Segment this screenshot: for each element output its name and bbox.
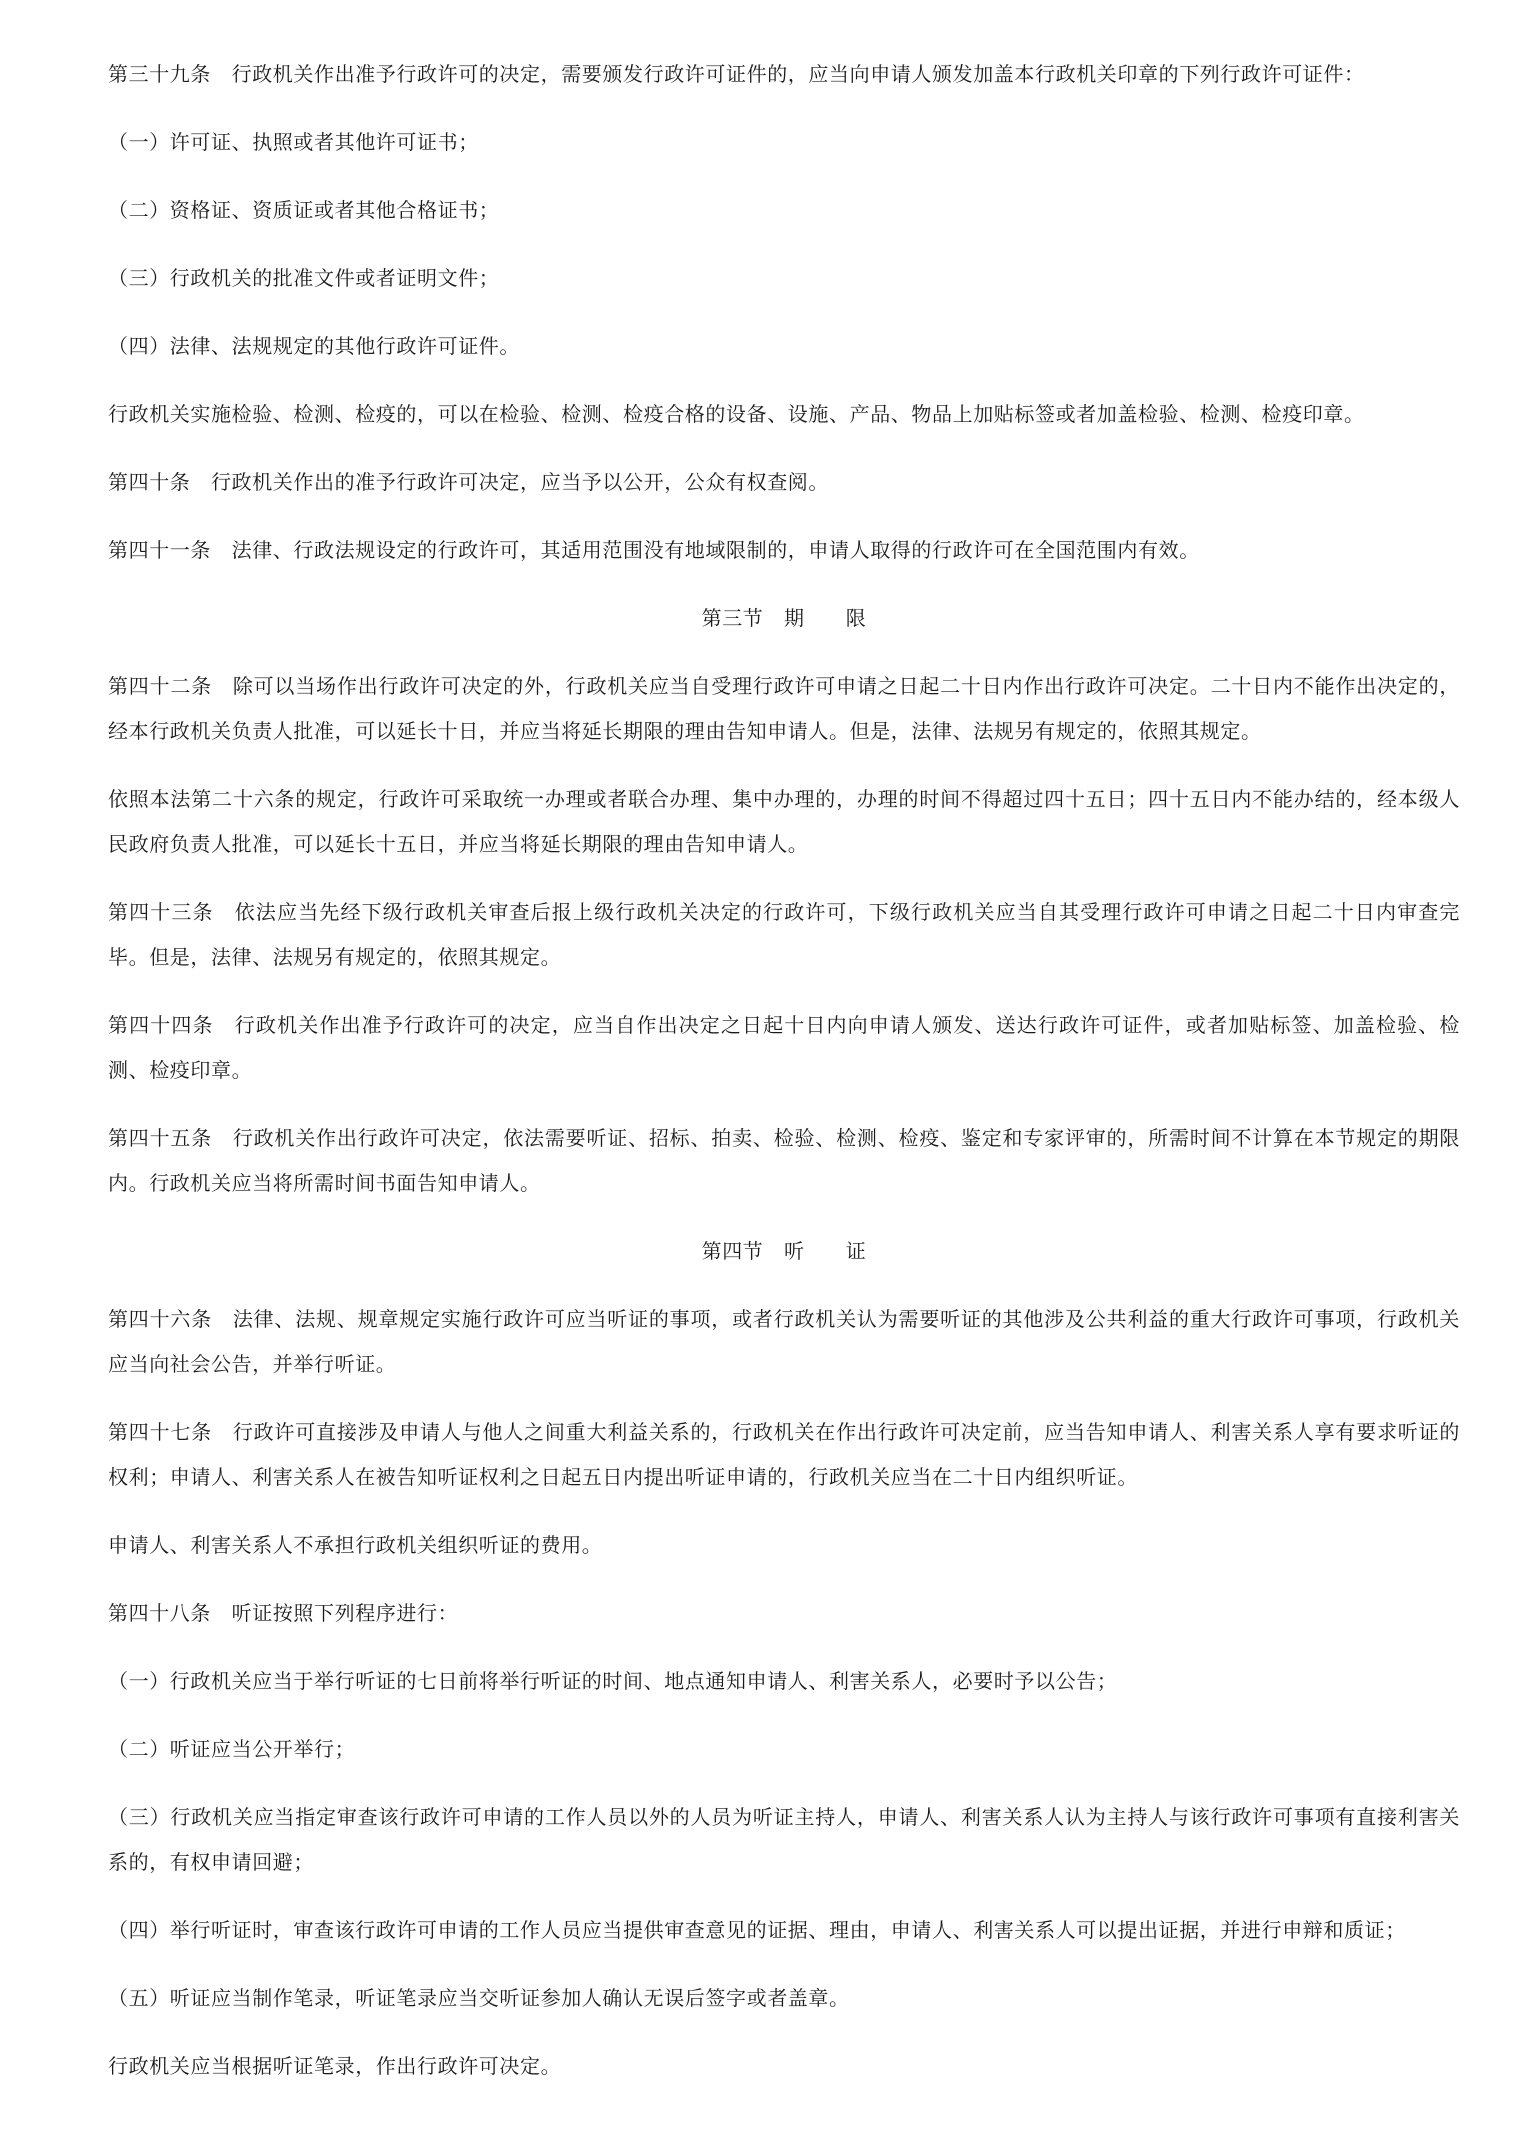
article-45: 第四十五条 行政机关作出行政许可决定，依法需要听证、招标、拍卖、检验、检测、检疫、鉴定和专家评审的，所需时间不计算在本节规定的期限内。行政机关应当将所需时间书面告知申请人。 [108,1126,1460,1195]
inspection-paragraph: 行政机关实施检验、检测、检疫的，可以在检验、检测、检疫合格的设备、设施、产品、物品上加贴标签或者加盖检验、检测、检疫印章。 [108,402,1365,426]
article-44: 第四十四条 行政机关作出准予行政许可的决定，应当自作出决定之日起十日内向申请人颁发、送达行政许可证件，或者加贴标签、加盖检验、检测、检疫印章。 [108,1013,1460,1082]
article-47: 第四十七条 行政许可直接涉及申请人与他人之间重大利益关系的，行政机关在作出行政许可决定前，应当告知申请人、利害关系人享有要求听证的权利；申请人、利害关系人在被告知听证权利之日起五日内提出听证申请的，行政机关应当在二十日内组织听证。 [108,1420,1460,1489]
hearing-step-3: （三）行政机关应当指定审查该行政许可申请的工作人员以外的人员为听证主持人，申请人、利害关系人认为主持人与该行政许可事项有直接利害关系的，有权申请回避； [108,1805,1460,1874]
item-2: （二）资格证、资质证或者其他合格证书； [108,198,500,222]
article-42: 第四十二条 除可以当场作出行政许可决定的外，行政机关应当自受理行政许可申请之日起二十日内作出行政许可决定。二十日内不能作出决定的，经本行政机关负责人批准，可以延长十日，并应当将延长期限的理由告知申请人。但是，法律、法规另有规定的，依照其规定。 [108,674,1460,743]
article-40: 第四十条 行政机关作出的准予行政许可决定，应当予以公开，公众有权查阅。 [108,470,829,494]
article-42-paragraph-2: 依照本法第二十六条的规定，行政许可采取统一办理或者联合办理、集中办理的，办理的时间不得超过四十五日；四十五日内不能办结的，经本级人民政府负责人批准，可以延长十五日，并应当将延长期限的理由告知申请人。 [108,787,1460,856]
article-46: 第四十六条 法律、法规、规章规定实施行政许可应当听证的事项，或者行政机关认为需要听证的其他涉及公共利益的重大行政许可事项，行政机关应当向社会公告，并举行听证。 [108,1307,1460,1376]
article-48: 第四十八条 听证按照下列程序进行： [108,1601,459,1625]
hearing-step-5: （五）听证应当制作笔录，听证笔录应当交听证参加人确认无误后签字或者盖章。 [108,1986,850,2010]
article-43: 第四十三条 依法应当先经下级行政机关审查后报上级行政机关决定的行政许可，下级行政机关应当自其受理行政许可申请之日起二十日内审查完毕。但是，法律、法规另有规定的，依照其规定。 [108,900,1460,969]
hearing-conclusion: 行政机关应当根据听证笔录，作出行政许可决定。 [108,2054,562,2078]
item-4: （四）法律、法规规定的其他行政许可证件。 [108,334,520,358]
item-3: （三）行政机关的批准文件或者证明文件； [108,266,500,290]
hearing-step-4: （四）举行听证时，审查该行政许可申请的工作人员应当提供审查意见的证据、理由，申请人、利害关系人可以提出证据，并进行申辩和质证； [108,1918,1406,1942]
hearing-step-2: （二）听证应当公开举行； [108,1737,356,1761]
section-4-heading: 第四节 听 证 [701,1239,867,1263]
article-47-paragraph-2: 申请人、利害关系人不承担行政机关组织听证的费用。 [108,1533,603,1557]
section-3-heading: 第三节 期 限 [701,606,867,630]
article-39: 第三十九条 行政机关作出准予行政许可的决定，需要颁发行政许可证件的，应当向申请人颁发加盖本行政机关印章的下列行政许可证件： [108,62,1365,86]
hearing-step-1: （一）行政机关应当于举行听证的七日前将举行听证的时间、地点通知申请人、利害关系人，必要时予以公告； [108,1669,1118,1693]
document-page [108,52,1460,2112]
item-1: （一）许可证、执照或者其他许可证书； [108,130,479,154]
article-41: 第四十一条 法律、行政法规设定的行政许可，其适用范围没有地域限制的，申请人取得的行政许可在全国范围内有效。 [108,538,1200,562]
